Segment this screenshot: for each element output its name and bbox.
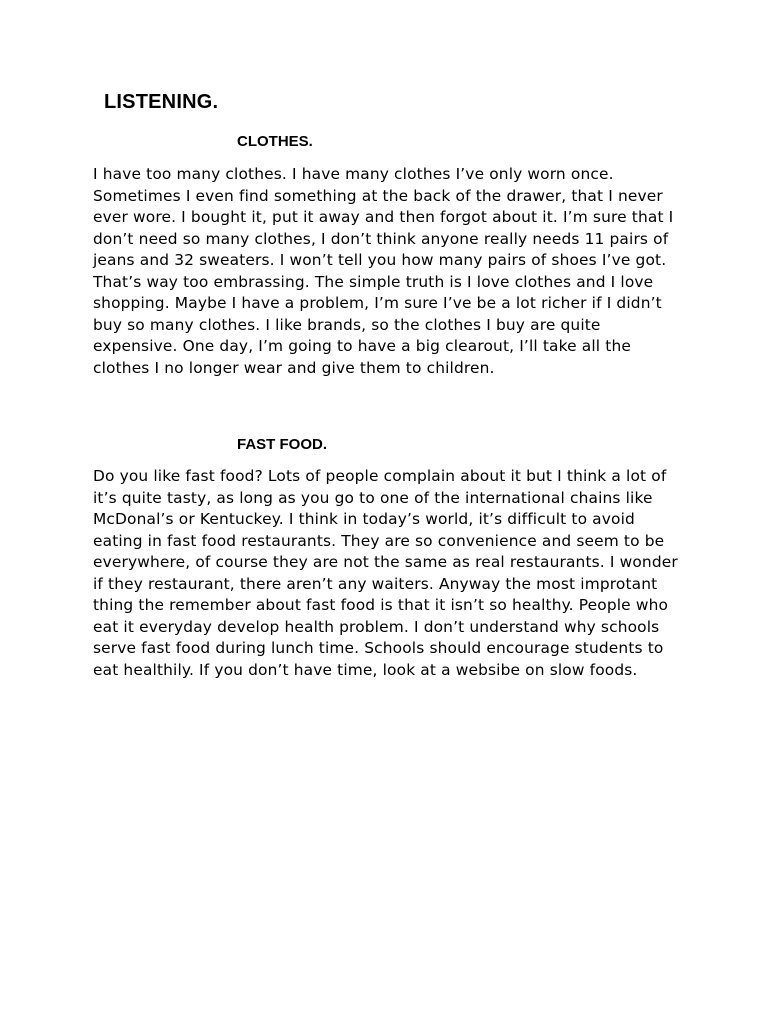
document-title: LISTENING. [104,91,219,113]
section-heading-fast-food: FAST FOOD. [237,436,327,453]
paragraph-fast-food: Do you like fast food? Lots of people complain about it but I think a lot of it’s quite tasty, as long as you go to one of the international chains like McDonal’s or Kentuckey. I think in today’s world, it’s difficult to avoid eating in fast food restaurants. They are so convenience and seem to be everywhere, of course they are not the same as real restaurants. I wonder if they restaurant, there aren’t any waiters. Anyway the most improtant thing the remember about fast food is that it isn’t so healthy. People who eat it everyday develop health problem. I don’t understand why schools serve fast food during lunch time. Schools should encourage students to eat healthily. If you don’t have time, look at a websibe on slow foods. [93,467,678,679]
paragraph-clothes: I have too many clothes. I have many clothes I’ve only worn once. Sometimes I even find something at the back of the drawer, that I never ever wore. I bought it, put it away and then forgot about it. I’m sure that I don’t need so many clothes, I don’t think anyone really needs 11 pairs of jeans and 32 sweaters. I won’t tell you how many pairs of shoes I’ve got. That’s way too embrassing. The simple truth is I love clothes and I love shopping. Maybe I have a problem, I’m sure I’ve be a lot richer if I didn’t buy so many clothes. I like brands, so the clothes I buy are quite expensive. One day, I’m going to have a big clearout, I’ll take all the clothes I no longer wear and give them to children. [93,165,674,377]
section-heading-clothes: CLOTHES. [237,133,313,150]
